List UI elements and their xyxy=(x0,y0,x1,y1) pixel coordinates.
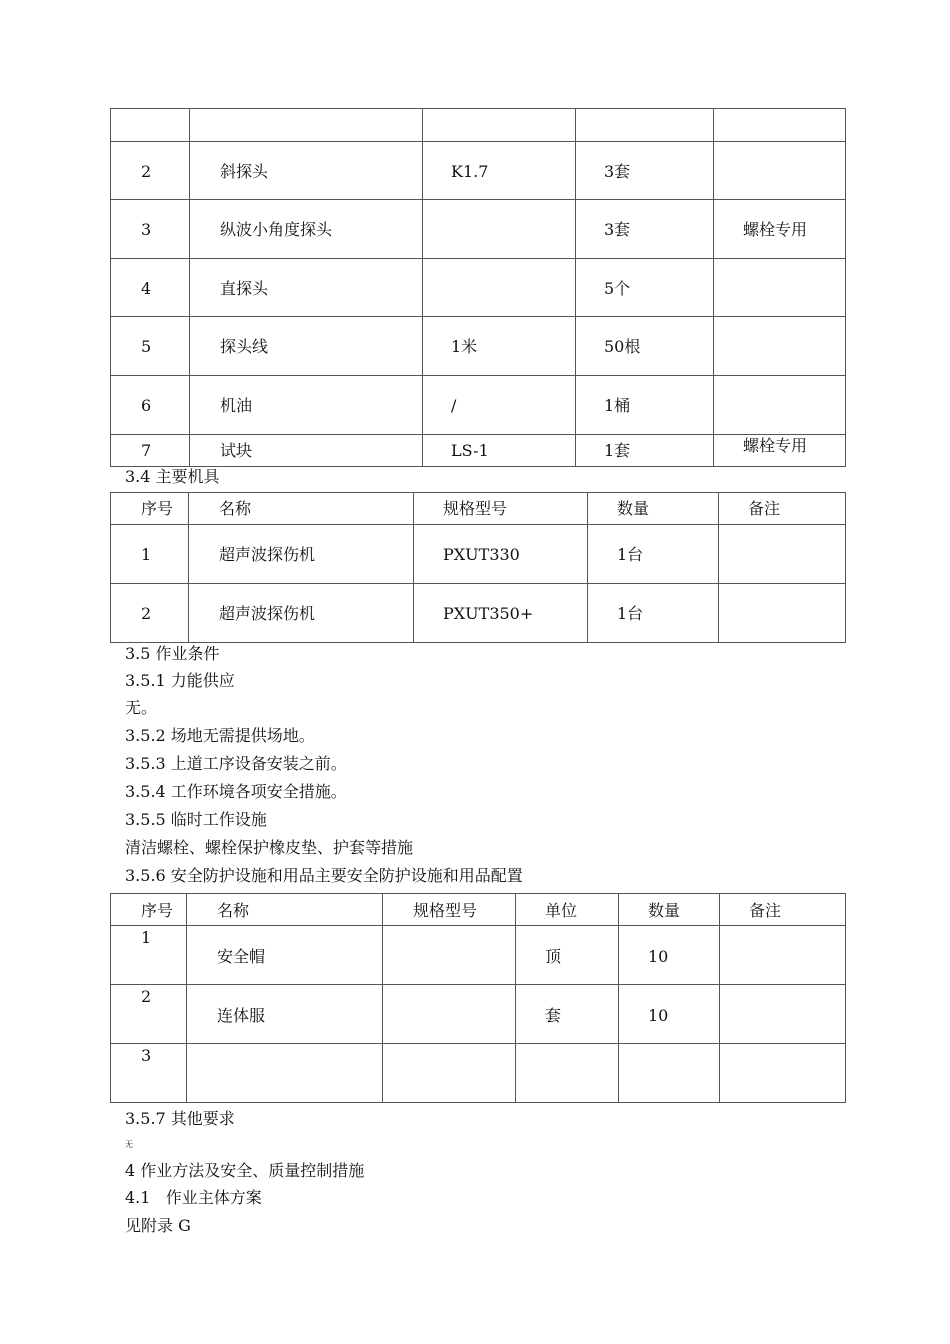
table-cell xyxy=(423,435,576,467)
paragraph: 3.5.2 场地无需提供场地。 xyxy=(125,726,315,745)
table-header-cell: 数量 xyxy=(588,493,719,525)
table-cell: 1台 xyxy=(588,584,719,643)
table-cell xyxy=(111,200,190,259)
table-cell xyxy=(576,435,714,467)
table-row xyxy=(111,317,846,376)
equipment-table xyxy=(110,108,846,467)
subsection-heading: 3.5.5 临时工作设施 xyxy=(125,810,267,829)
section-heading: 4 作业方法及安全、质量控制措施 xyxy=(125,1161,365,1180)
item-spec: / xyxy=(451,396,457,415)
table-cell xyxy=(714,142,846,200)
table-cell: 1 xyxy=(111,525,189,584)
table-cell xyxy=(423,259,576,317)
table-header-cell: 数量 xyxy=(619,894,720,926)
safety-table xyxy=(110,893,846,1103)
section-heading: 3.5 作业条件 xyxy=(125,644,220,663)
item-remark: 螺栓专用 xyxy=(743,220,808,239)
table-cell xyxy=(111,109,190,142)
table-cell: 2 xyxy=(111,584,189,643)
table-header-cell: 名称 xyxy=(187,894,383,926)
table-cell xyxy=(187,1044,383,1103)
table-header-cell: 单位 xyxy=(516,894,619,926)
table-header-cell: 备注 xyxy=(719,493,846,525)
table-cell xyxy=(423,109,576,142)
table-row xyxy=(111,525,846,584)
table-cell: 10 xyxy=(619,985,720,1044)
table-cell xyxy=(714,376,846,435)
table-cell xyxy=(383,985,516,1044)
table-cell: 超声波探伤机 xyxy=(189,584,414,643)
footnote-text: 无 xyxy=(125,1140,133,1149)
paragraph: 无。 xyxy=(125,698,158,717)
table-cell xyxy=(719,525,846,584)
table-cell xyxy=(190,376,423,435)
table-cell xyxy=(190,142,423,200)
table-row xyxy=(111,435,846,467)
table-cell: 3 xyxy=(111,1044,187,1103)
item-quantity: 50根 xyxy=(604,337,641,356)
table-cell xyxy=(714,109,846,142)
table-cell xyxy=(423,200,576,259)
table-header-cell: 规格型号 xyxy=(414,493,588,525)
table-cell xyxy=(423,142,576,200)
table-cell xyxy=(190,259,423,317)
table-cell: 安全帽 xyxy=(187,926,383,985)
table-row xyxy=(111,584,846,643)
table-cell xyxy=(720,985,846,1044)
row-number: 2 xyxy=(141,162,152,181)
table-header-row xyxy=(111,894,846,926)
table-cell xyxy=(423,317,576,376)
table-cell xyxy=(720,926,846,985)
item-quantity: 5个 xyxy=(604,279,631,298)
table-cell xyxy=(516,1044,619,1103)
table-row xyxy=(111,259,846,317)
table-cell xyxy=(619,1044,720,1103)
section-heading: 3.4 主要机具 xyxy=(125,467,220,486)
subsection-heading: 4.1 作业主体方案 xyxy=(125,1188,262,1207)
table-cell xyxy=(111,259,190,317)
table-cell xyxy=(576,259,714,317)
tools-table xyxy=(110,492,846,643)
table-cell xyxy=(714,200,846,259)
item-quantity: 1套 xyxy=(604,441,631,460)
table-cell: 1台 xyxy=(588,525,719,584)
item-name: 机油 xyxy=(220,396,253,415)
item-quantity: 3套 xyxy=(604,162,631,181)
table-cell xyxy=(383,1044,516,1103)
item-spec: 1米 xyxy=(451,337,478,356)
table-row xyxy=(111,985,846,1044)
row-number: 6 xyxy=(141,396,152,415)
table-row xyxy=(111,142,846,200)
item-name: 纵波小角度探头 xyxy=(220,220,333,239)
item-name: 试块 xyxy=(220,441,253,460)
table-cell: PXUT330 xyxy=(414,525,588,584)
table-cell xyxy=(576,142,714,200)
item-name: 直探头 xyxy=(220,279,269,298)
table-header-cell: 规格型号 xyxy=(383,894,516,926)
subsection-heading: 3.5.6 安全防护设施和用品主要安全防护设施和用品配置 xyxy=(125,866,523,885)
table-cell: 顶 xyxy=(516,926,619,985)
subsection-heading: 3.5.1 力能供应 xyxy=(125,671,235,690)
table-cell xyxy=(111,376,190,435)
table-header-cell: 名称 xyxy=(189,493,414,525)
table-header-cell: 序号 xyxy=(111,894,187,926)
table-cell xyxy=(576,109,714,142)
paragraph: 清洁螺栓、螺栓保护橡皮垫、护套等措施 xyxy=(125,838,414,857)
table-row xyxy=(111,376,846,435)
row-number: 5 xyxy=(141,337,152,356)
table-cell xyxy=(714,435,846,467)
table-cell: PXUT350+ xyxy=(414,584,588,643)
table-cell: 套 xyxy=(516,985,619,1044)
row-number: 3 xyxy=(141,220,152,239)
table-cell: 连体服 xyxy=(187,985,383,1044)
paragraph: 3.5.4 工作环境各项安全措施。 xyxy=(125,782,347,801)
table-cell xyxy=(720,1044,846,1103)
row-number: 4 xyxy=(141,279,152,298)
table-cell xyxy=(190,200,423,259)
table-cell xyxy=(111,435,190,467)
table-cell: 10 xyxy=(619,926,720,985)
table-cell xyxy=(190,435,423,467)
table-header-row xyxy=(111,493,846,525)
table-cell xyxy=(383,926,516,985)
table-header-cell: 序号 xyxy=(111,493,189,525)
item-quantity: 3套 xyxy=(604,220,631,239)
table-cell xyxy=(111,142,190,200)
table-cell: 1 xyxy=(111,926,187,985)
paragraph: 见附录 G xyxy=(125,1216,191,1235)
table-cell xyxy=(576,200,714,259)
table-cell: 超声波探伤机 xyxy=(189,525,414,584)
item-quantity: 1桶 xyxy=(604,396,631,415)
table-header-cell: 备注 xyxy=(720,894,846,926)
table-cell xyxy=(576,317,714,376)
table-row xyxy=(111,926,846,985)
table-cell xyxy=(714,259,846,317)
item-spec: K1.7 xyxy=(451,162,489,181)
table-cell xyxy=(576,376,714,435)
subsection-heading: 3.5.7 其他要求 xyxy=(125,1109,235,1128)
item-name: 探头线 xyxy=(220,337,269,356)
table-cell xyxy=(111,317,190,376)
table-cell xyxy=(190,317,423,376)
table-row xyxy=(111,109,846,142)
table-row xyxy=(111,200,846,259)
table-cell xyxy=(719,584,846,643)
table-row xyxy=(111,1044,846,1103)
table-cell xyxy=(423,376,576,435)
paragraph: 3.5.3 上道工序设备安装之前。 xyxy=(125,754,347,773)
item-spec: LS-1 xyxy=(451,441,489,460)
item-name: 斜探头 xyxy=(220,162,269,181)
table-cell xyxy=(714,317,846,376)
table-cell xyxy=(190,109,423,142)
item-remark: 螺栓专用 xyxy=(743,436,808,455)
row-number: 7 xyxy=(141,441,152,460)
table-cell: 2 xyxy=(111,985,187,1044)
